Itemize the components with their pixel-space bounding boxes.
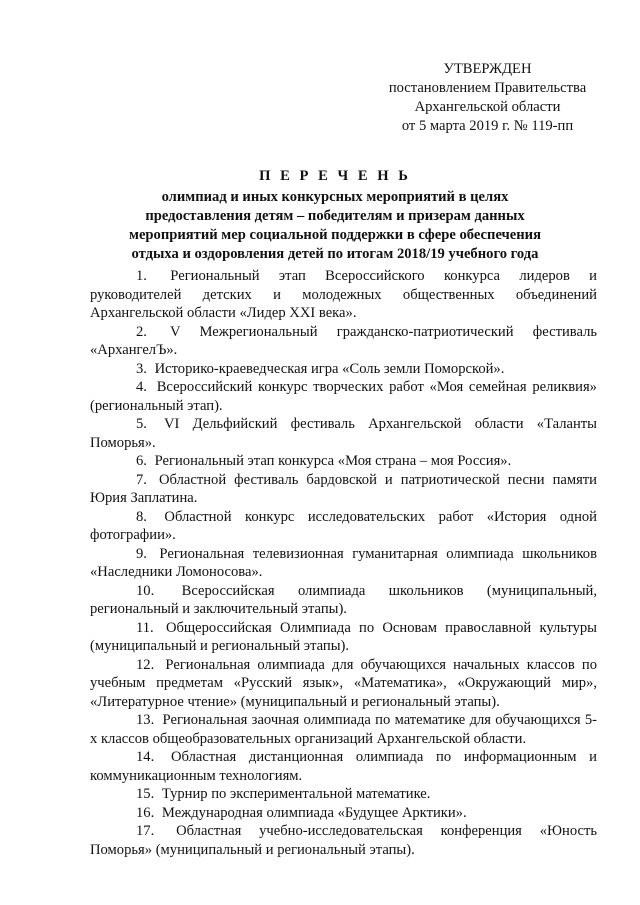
list-item xyxy=(90,267,597,323)
item-text: Региональный этап конкурса «Моя страна – моя Россия». xyxy=(154,453,512,469)
item-number: 14. xyxy=(136,749,155,765)
item-number: 7. xyxy=(136,471,147,488)
item-number: 2. xyxy=(136,323,147,340)
list-item xyxy=(90,804,597,823)
item-text: Областной фестиваль бардовской и патриотической песни памяти Юрия Заплатина. xyxy=(90,471,597,506)
item-text: Региональная телевизионная гуманитарная олимпиада школьников «Наследники Ломоносова». xyxy=(90,545,597,580)
list-item xyxy=(90,785,597,804)
list-item xyxy=(90,822,597,859)
item-text: Региональная заочная олимпиада по математике для обучающихся 5-х классов общеобразовательных организаций Архангельской области. xyxy=(90,712,598,747)
item-text: Областная учебно-исследовательская конференция «Юность Поморья» (муниципальный и региональный этапы). xyxy=(90,823,597,858)
item-text: Историко-краеведческая игра «Соль земли Поморской». xyxy=(154,360,505,377)
document-subtitle-line: предоставления детям – победителям и призерам данных xyxy=(145,208,525,224)
item-number: 13. xyxy=(136,712,155,728)
list-item xyxy=(90,545,597,582)
list-item xyxy=(90,452,597,471)
event-list xyxy=(90,267,597,859)
item-text: Областной конкурс исследовательских работ «История одной фотографии». xyxy=(90,508,597,543)
item-text: Турнир по экспериментальной математике. xyxy=(161,786,431,802)
list-item xyxy=(90,619,597,656)
item-text: Областная дистанционная олимпиада по информационным и коммуникационным технологиям. xyxy=(90,749,597,784)
list-item xyxy=(90,508,597,545)
item-number: 17. xyxy=(136,823,155,839)
item-number: 15. xyxy=(136,786,155,802)
list-item xyxy=(90,582,597,619)
list-item xyxy=(90,748,597,785)
list-item xyxy=(90,378,597,415)
item-number: 8. xyxy=(136,508,147,525)
item-number: 9. xyxy=(136,545,147,562)
approval-authority: постановлением Правительства xyxy=(388,80,587,96)
document-heading xyxy=(90,167,580,264)
document-title: П Е Р Е Ч Е Н Ь xyxy=(259,168,411,184)
item-number: 12. xyxy=(136,656,155,673)
list-item xyxy=(90,471,597,508)
list-item xyxy=(90,360,597,379)
approval-region: Архангельской области xyxy=(414,99,561,115)
list-item xyxy=(90,711,597,748)
item-number: 4. xyxy=(136,379,147,395)
item-number: 10. xyxy=(136,582,155,599)
approval-status: УТВЕРЖДЕН xyxy=(443,61,532,77)
item-text: VI Дельфийский фестиваль Архангельской области «Таланты Поморья». xyxy=(90,416,597,451)
document-subtitle-line: олимпиад и иных конкурсных мероприятий в целях xyxy=(161,189,509,205)
item-number: 1. xyxy=(136,268,147,284)
approval-block xyxy=(380,60,595,136)
item-text: Всероссийский конкурс творческих работ «Моя семейная реликвия» (региональный этап). xyxy=(90,379,597,414)
item-number: 16. xyxy=(136,804,155,821)
list-item xyxy=(90,415,597,452)
item-text: Всероссийская олимпиада школьников (муниципальный, региональный и заключительный этапы). xyxy=(90,582,597,617)
item-text: V Межрегиональный гражданско-патриотический фестиваль «АрхангелЪ». xyxy=(90,323,598,358)
document-subtitle-line: отдыха и оздоровления детей по итогам 2018/19 учебного года xyxy=(131,246,539,262)
item-number: 5. xyxy=(136,416,147,432)
item-number: 6. xyxy=(136,453,147,469)
item-text: Общероссийская Олимпиада по Основам православной культуры (муниципальный и региональный этапы). xyxy=(90,619,597,654)
item-number: 11. xyxy=(136,619,154,636)
approval-date-number: от 5 марта 2019 г. № 119-пп xyxy=(401,118,574,134)
item-number: 3. xyxy=(136,360,147,377)
item-text: Региональная олимпиада для обучающихся начальных классов по учебным предметам «Русский язык», «Математика», «Окружающий мир», «Литературное чтение» (муниципальный и региональный этапы). xyxy=(90,656,597,710)
document-subtitle-line: мероприятий мер социальной поддержки в сфере обеспечения xyxy=(129,227,541,243)
item-text: Международная олимпиада «Будущее Арктики». xyxy=(161,804,467,821)
item-text: Региональный этап Всероссийского конкурса лидеров и руководителей детских и молодежных общественных объединений Архангельской области «Лидер XXI века». xyxy=(90,268,597,321)
list-item xyxy=(90,656,597,712)
list-item xyxy=(90,323,597,360)
